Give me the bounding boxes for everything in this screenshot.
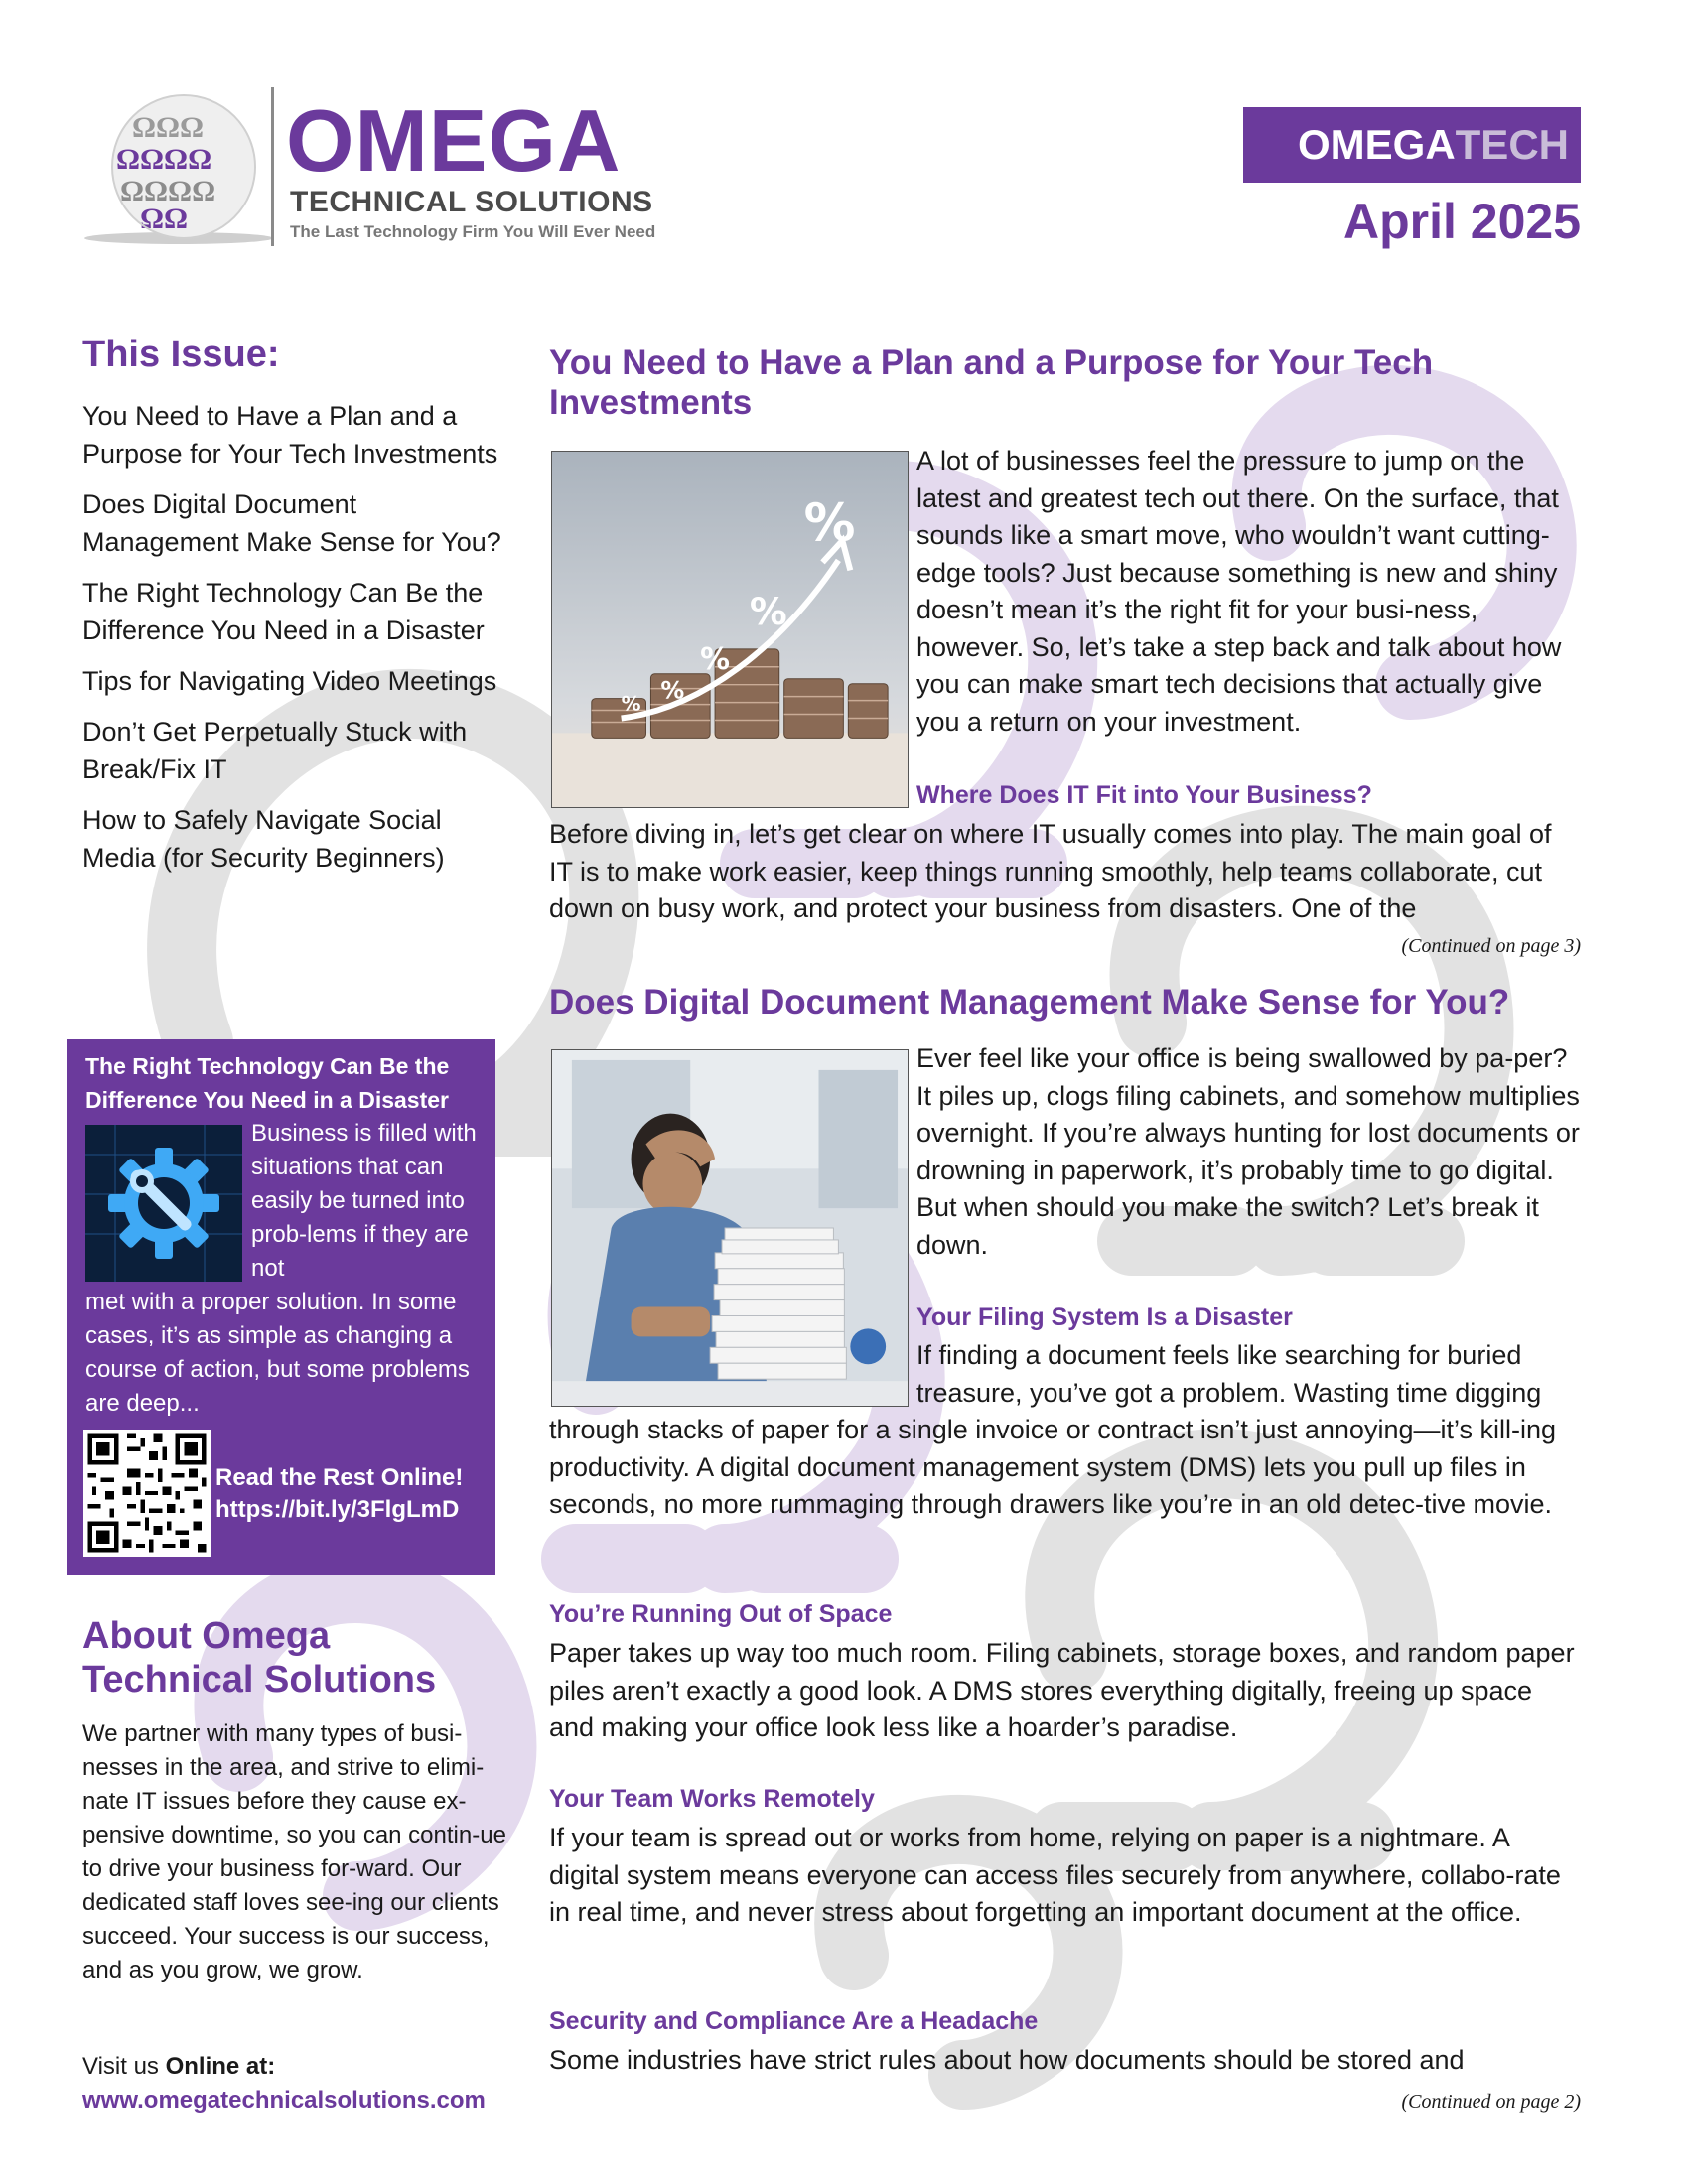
visit-label [82, 2053, 275, 2081]
article1-title: You Need to Have a Plan and a Purpose for Your Tech Investments [549, 343, 1434, 422]
article2-paragraph-filing: through stacks of paper for a single invoice or contract isn’t just annoying—it’s kill-ing productivity. A digital document management system (DMS) lets you pull up files in seconds, no more rummaging through drawers like you’re in an old detec-tive movie. [549, 1415, 1557, 1519]
article2-paragraph-space: Paper takes up way too much room. Filing cabinets, storage boxes, and random paper piles aren’t exactly a good look. A DMS stores everything digitally, freeing up space and making your office look less like a hoarder’s paradise. [549, 1638, 1575, 1742]
article1-paragraph: Before diving in, let’s get clear on where IT usually comes into play. The main goal of IT is to make work easier, keep things running smoothly, help teams collaborate, cut down on busy work, and protect your business from disasters. One of the [549, 819, 1552, 923]
article1-subheading: Where Does IT Fit into Your Business? [916, 781, 1372, 809]
svg-text:ΩΩΩ: ΩΩΩ [132, 111, 205, 144]
article2-intro: Ever feel like your office is being swallowed by pa-per? It piles up, clogs filing cabinets, and somehow multiplies overnight. If you’re always hunting for lost documents or drowning in paperwork, it’s probably time to go digital. But when should you make the switch? Let’s break it down. [916, 1043, 1580, 1260]
article2-title: Does Digital Document Management Make Sense for You? [549, 983, 1510, 1022]
svg-text:%: % [749, 590, 787, 634]
website-link[interactable]: www.omegatechnicalsolutions.com [82, 2087, 486, 2114]
visit-bold: Online at: [165, 2053, 276, 2080]
about-body: We partner with many types of busi-nesses in the area, and strive to elimi-nate IT issues before they cause ex-pensive downtime, so you can contin-ue to drive your business for-ward. Our dedicated staff loves see-ing our clients succeed. Your success is our success, and as you grow, we grow. [82, 1720, 506, 1983]
featured-article-box [67, 1039, 495, 1575]
toc-item[interactable]: Tips for Navigating Video Meetings [82, 666, 497, 696]
logo-divider [271, 87, 274, 246]
gear-wrench-icon [85, 1125, 242, 1282]
read-online-label: Read the Rest Online! [215, 1464, 464, 1491]
article2-subheading-security: Security and Compliance Are a Headache [549, 2007, 1039, 2035]
toc-item[interactable]: Does Digital Document Management Make Sense for You? [82, 489, 501, 557]
article2-paragraph-remote: If your team is spread out or works from home, relying on paper is a nightmare. A digital system means everyone can access files securely from anywhere, collabo-rate in real time, and never stress about forgetting an important document at the office. [549, 1823, 1561, 1927]
read-online-link[interactable] [215, 1462, 463, 1526]
featured-article-excerpt: met with a proper solution. In some cases, it’s as simple as changing a course of action, but some problems are deep... [85, 1289, 470, 1417]
svg-text:%: % [660, 676, 685, 705]
svg-text:ΩΩΩΩ: ΩΩΩΩ [120, 175, 216, 207]
article2-continued: (Continued on page 2) [1401, 2091, 1581, 2113]
coin-stacks-percent-image [551, 451, 909, 808]
article1-continued: (Continued on page 3) [1401, 935, 1581, 957]
toc-item[interactable]: You Need to Have a Plan and a Purpose for Your Tech Investments [82, 401, 498, 469]
qr-code-image[interactable] [83, 1430, 211, 1557]
stressed-worker-paper-stack-image [551, 1049, 909, 1407]
svg-text:%: % [803, 493, 856, 554]
svg-text:ΩΩ: ΩΩ [140, 203, 189, 235]
about-heading: About Omega Technical Solutions [82, 1615, 437, 1701]
article2-subheading-space: You’re Running Out of Space [549, 1600, 893, 1628]
brand-name: OMEGA [286, 91, 622, 190]
article2-paragraph-filing-wrap: If finding a document feels like searching for buried treasure, you’ve got a problem. Wasting time digging [916, 1340, 1542, 1408]
newsletter-name-part-a: OMEGA [1297, 121, 1456, 168]
svg-text:%: % [621, 692, 641, 716]
newsletter-name-banner [1243, 107, 1581, 183]
omega-globe-logo [55, 89, 273, 248]
brand-tagline: The Last Technology Firm You Will Ever Need [290, 222, 656, 241]
article2-subheading-remote: Your Team Works Remotely [549, 1785, 875, 1813]
svg-text:%: % [700, 641, 731, 677]
featured-article-excerpt-wrap: Business is filled with situations that can easily be turned into prob-lems if they are not [251, 1120, 477, 1282]
read-online-url[interactable]: https://bit.ly/3FlgLmD [215, 1496, 460, 1523]
article2-paragraph-security: Some industries have strict rules about how documents should be stored and [549, 2045, 1465, 2075]
newsletter-name-part-b: TECH [1455, 121, 1569, 168]
featured-article-title: The Right Technology Can Be the Difference You Need in a Disaster [85, 1053, 450, 1113]
this-issue-heading: This Issue: [82, 334, 280, 375]
toc-item[interactable]: How to Safely Navigate Social Media (for Security Beginners) [82, 805, 445, 873]
visit-prefix: Visit us [82, 2053, 166, 2080]
toc-item[interactable]: Don’t Get Perpetually Stuck with Break/Fix IT [82, 717, 468, 784]
toc-item[interactable]: The Right Technology Can Be the Difference You Need in a Disaster [82, 578, 485, 645]
table-of-contents [82, 397, 509, 889]
issue-date: April 2025 [1342, 194, 1581, 249]
article2-subheading-filing: Your Filing System Is a Disaster [916, 1303, 1293, 1331]
svg-text:ΩΩΩΩ: ΩΩΩΩ [116, 143, 212, 176]
article1-intro: A lot of businesses feel the pressure to jump on the latest and greatest tech out there. On the surface, that sounds like a smart move, who wouldn’t want cutting-edge tools? Just because something is new and shiny doesn’t mean it’s the right fit for your busi-ness, however. So, let’s take a step back and talk about how you can make smart tech decisions that actually give you a return on your investment. [916, 446, 1562, 737]
brand-subtitle: TECHNICAL SOLUTIONS [290, 186, 653, 218]
